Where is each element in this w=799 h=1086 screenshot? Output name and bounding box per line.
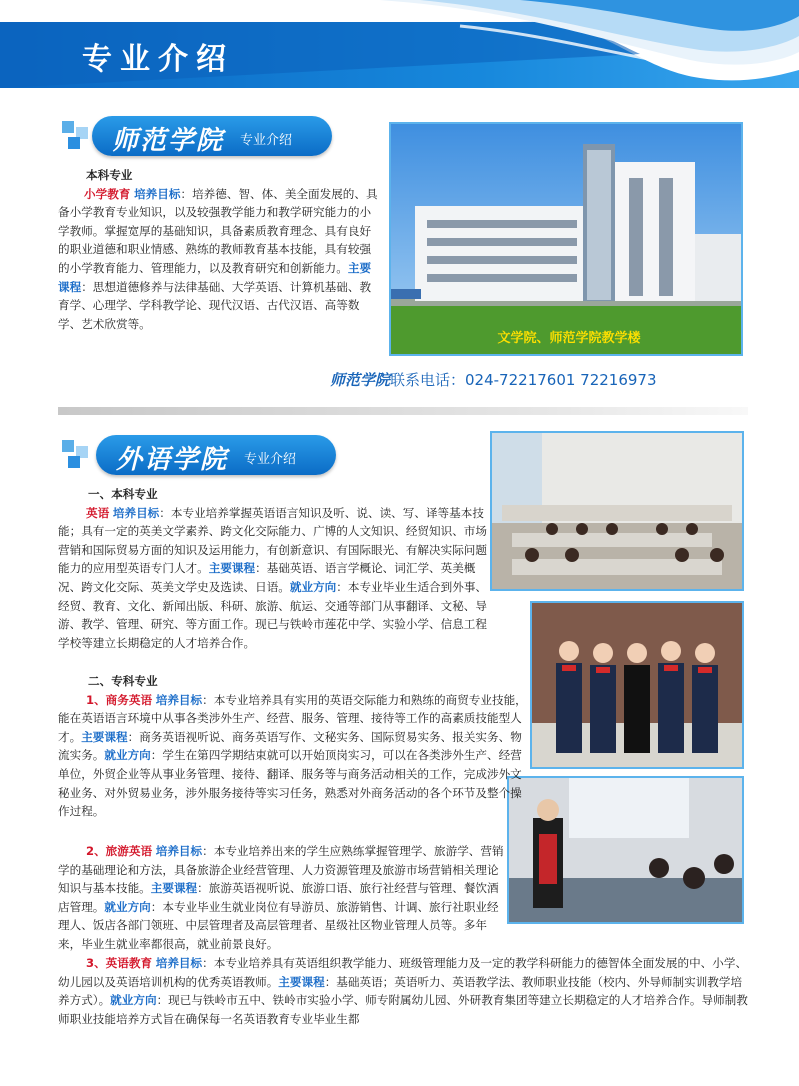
normal-school-text: [58, 166, 378, 333]
lecture-image: [509, 778, 742, 922]
goal-label: 培养目标: [112, 505, 160, 520]
goal-label: 培养目标: [155, 844, 203, 858]
banner-deco-squares: [62, 440, 92, 470]
section-divider: [58, 407, 748, 415]
goal-text: ：本专业培养具有实用的英语交际能力和熟练的商贸专业技能，能在英语语言环境中从事各类涉外生产、经营、服务、管理、接待等工作的高素质技能型人才。: [58, 692, 527, 744]
building-image: [391, 124, 741, 354]
career-text: ：学生在第四学期结束就可以开始顶岗实习，可以在各类涉外生产、经营单位，外贸企业等从事业务管理、接待、翻译、服务等与商务活动相关的工作，完成涉外文秘业务、对外贸易业务，涉外服务接待等实习任务，熟悉对外商务活动的各个环节及整个操作过程。: [58, 748, 522, 819]
goal-label: 培养目标: [155, 956, 203, 970]
tourism-english-text: [58, 842, 504, 954]
career-label: 就业方向: [104, 748, 151, 763]
building-photo: [389, 122, 743, 356]
course-text: ：旅游英语视听说、旅游口语、旅行社经营与管理、餐饮酒店管理。: [58, 881, 499, 914]
photo-caption: 文学院、师范学院教学楼: [497, 331, 641, 346]
normal-school-banner-title: 师范学院: [112, 126, 225, 156]
goal-text: ：培养德、智、体、美全面发展的、具备小学教育专业知识，以及较强教学能力和教学研究能力的小学教师。掌握宽厚的基础知识，具备素质教育理念、具有良好的职业道德和职业情感、熟练的教师教育基本技能，具有较强的小学教育能力、管理能力，以及教育研究和创新能力。: [58, 186, 378, 275]
career-label: 就业方向: [289, 579, 337, 594]
goal-label: 培养目标: [155, 692, 203, 707]
normal-school-banner-sub: 专业介绍: [240, 133, 293, 148]
career-text: ：本专业毕业生就业岗位有导游员、旅游销售、计调、旅行社职业经理人、饭店各部门领班、中层管理者及高层管理者、星级社区物业管理人员等。多年来，毕业生就业率都很高，就业前景良好。: [58, 899, 499, 951]
goal-text: ：本专业培养出来的学生应熟练掌握管理学、旅游学、营销学的基础理论和方法，具备旅游企业经营管理、人力资源管理及旅游市场营销相关理论知识与基本技能。: [58, 844, 504, 896]
foreign-school-banner-title: 外语学院: [116, 445, 229, 475]
page-title: 专业介绍: [82, 42, 234, 77]
students-image: [532, 603, 742, 767]
undergrad-heading: 本科专业: [86, 168, 133, 182]
major-name: 英语: [86, 505, 110, 520]
course-text: ：基础英语、语言学概论、词汇学、英美概况、跨文化交际、英美文学史及选读、日语。: [58, 561, 476, 594]
english-education-text: [58, 954, 748, 1028]
career-label: 就业方向: [110, 993, 157, 1008]
contact-phone: [330, 369, 657, 390]
major-name: 2、旅游英语: [86, 844, 153, 858]
course-text: ：基础英语；英语听力、英语教学法、教师职业技能（校内、外导师制实训教学培养方式）。: [58, 974, 743, 1008]
foreign-school-banner: [96, 435, 336, 475]
lecture-photo: [507, 776, 744, 924]
course-text: ：思想道德修养与法律基础、大学英语、计算机基础、教育学、心理学、学科教学论、现代汉语、古代汉语、高等数学、艺术欣赏等。: [58, 279, 372, 331]
course-label: 主要课程: [278, 974, 325, 989]
career-label: 就业方向: [104, 899, 151, 914]
major-name: 1、商务英语: [86, 692, 153, 707]
goal-text: ：本专业培养掌握英语语言知识及听、说、读、写、译等基本技能；具有一定的英美文学素养、跨文化交际能力、广博的人文知识、经贸知识、市场营销和国际贸易方面的知识及运用能力，有创新意识、有国际眼光、有解决实际问题能力的应用型英语专门人才。: [58, 505, 487, 576]
major-name: 3、英语教育: [86, 956, 153, 970]
normal-school-banner: [92, 116, 332, 156]
college-heading: 二、专科专业: [88, 674, 158, 688]
career-text: ：本专业毕业生适合到外事、经贸、教育、文化、新闻出版、科研、旅游、航运、交通等部门从事翻译、文秘、导游、教学、管理、研究、等方面工作。现已与铁岭市莲花中学、实验小学、信息工程学校等建立长期稳定的人才培养合作。: [58, 579, 488, 650]
banner-deco-squares: [62, 121, 92, 151]
contact-phone-numbers: 联系电话：024-72217601 72216973: [390, 371, 657, 389]
course-label: 主要课程: [58, 260, 372, 294]
classroom-image: [492, 433, 742, 589]
business-english-text: [58, 672, 528, 821]
undergrad-heading: 一、本科专业: [88, 487, 158, 501]
career-text: ：现已与铁岭市五中、铁岭市实验小学、师专附属幼儿园、外研教育集团等建立长期稳定的人才培养合作。导师制教师职业技能培养方式旨在确保每一名英语教育专业毕业生都: [58, 993, 748, 1026]
course-label: 主要课程: [208, 561, 256, 576]
foreign-school-banner-sub: 专业介绍: [244, 452, 297, 467]
students-photo: [530, 601, 744, 769]
major-name: 小学教育: [84, 186, 131, 201]
contact-phone-label: 师范学院: [330, 371, 391, 389]
goal-text: ：本专业培养具有英语组织教学能力、班级管理能力及一定的教学科研能力的德智体全面发展的中、小学、幼儿园以及英语培训机构的优秀英语教师。: [58, 956, 748, 989]
course-label: 主要课程: [81, 729, 128, 744]
classroom-photo: [490, 431, 744, 591]
course-text: ：商务英语视听说、商务英语写作、文秘实务、国际贸易实务、报关实务、物流实务。: [58, 729, 522, 763]
goal-label: 培养目标: [134, 186, 181, 201]
page-header: [0, 0, 799, 88]
english-major-text: [58, 485, 488, 652]
course-label: 主要课程: [150, 881, 198, 896]
